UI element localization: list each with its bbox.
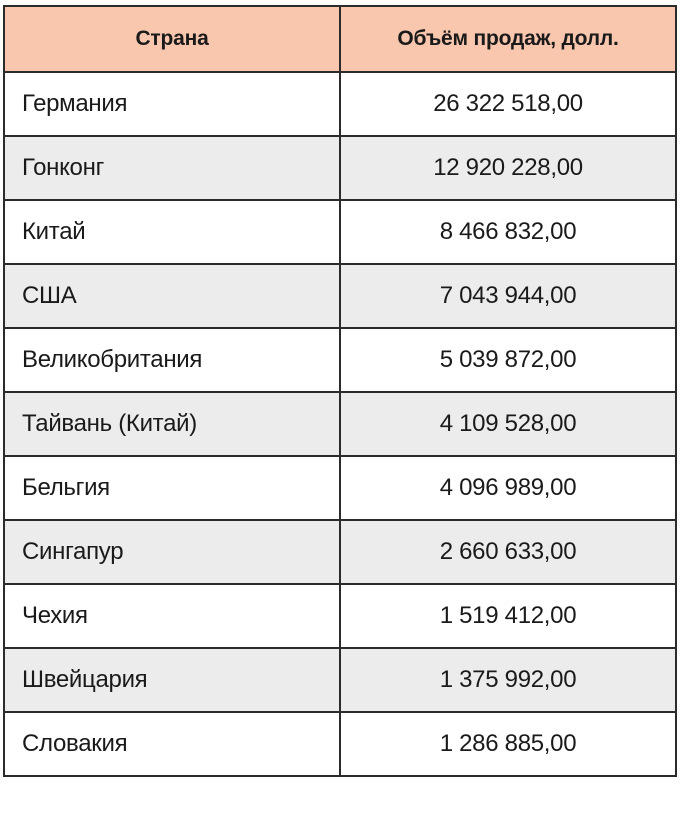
sales-value-cell: 12 920 228,00 [340,136,676,200]
table-row [4,264,676,328]
country-cell: Гонконг [4,136,340,200]
sales-table [3,5,677,777]
table-row [4,392,676,456]
table-row [4,72,676,136]
column-header-country: Страна [4,6,340,72]
country-cell: Швейцария [4,648,340,712]
table-row [4,648,676,712]
country-cell: Великобритания [4,328,340,392]
table-row [4,584,676,648]
table-row [4,456,676,520]
sales-value-cell: 4 096 989,00 [340,456,676,520]
table-body [4,72,676,776]
table-header [4,6,676,72]
table-row [4,712,676,776]
sales-value-cell: 1 519 412,00 [340,584,676,648]
sales-value-cell: 26 322 518,00 [340,72,676,136]
table-row [4,328,676,392]
country-cell: Словакия [4,712,340,776]
sales-value-cell: 8 466 832,00 [340,200,676,264]
table-row [4,136,676,200]
sales-value-cell: 7 043 944,00 [340,264,676,328]
country-cell: Чехия [4,584,340,648]
sales-value-cell: 1 375 992,00 [340,648,676,712]
table-row [4,200,676,264]
table-row [4,520,676,584]
sales-value-cell: 5 039 872,00 [340,328,676,392]
header-row [4,6,676,72]
sales-value-cell: 1 286 885,00 [340,712,676,776]
country-cell: Китай [4,200,340,264]
column-header-sales-volume: Объём продаж, долл. [340,6,676,72]
country-cell: Бельгия [4,456,340,520]
country-cell: Сингапур [4,520,340,584]
country-cell: США [4,264,340,328]
sales-value-cell: 4 109 528,00 [340,392,676,456]
country-cell: Германия [4,72,340,136]
country-cell: Тайвань (Китай) [4,392,340,456]
sales-value-cell: 2 660 633,00 [340,520,676,584]
